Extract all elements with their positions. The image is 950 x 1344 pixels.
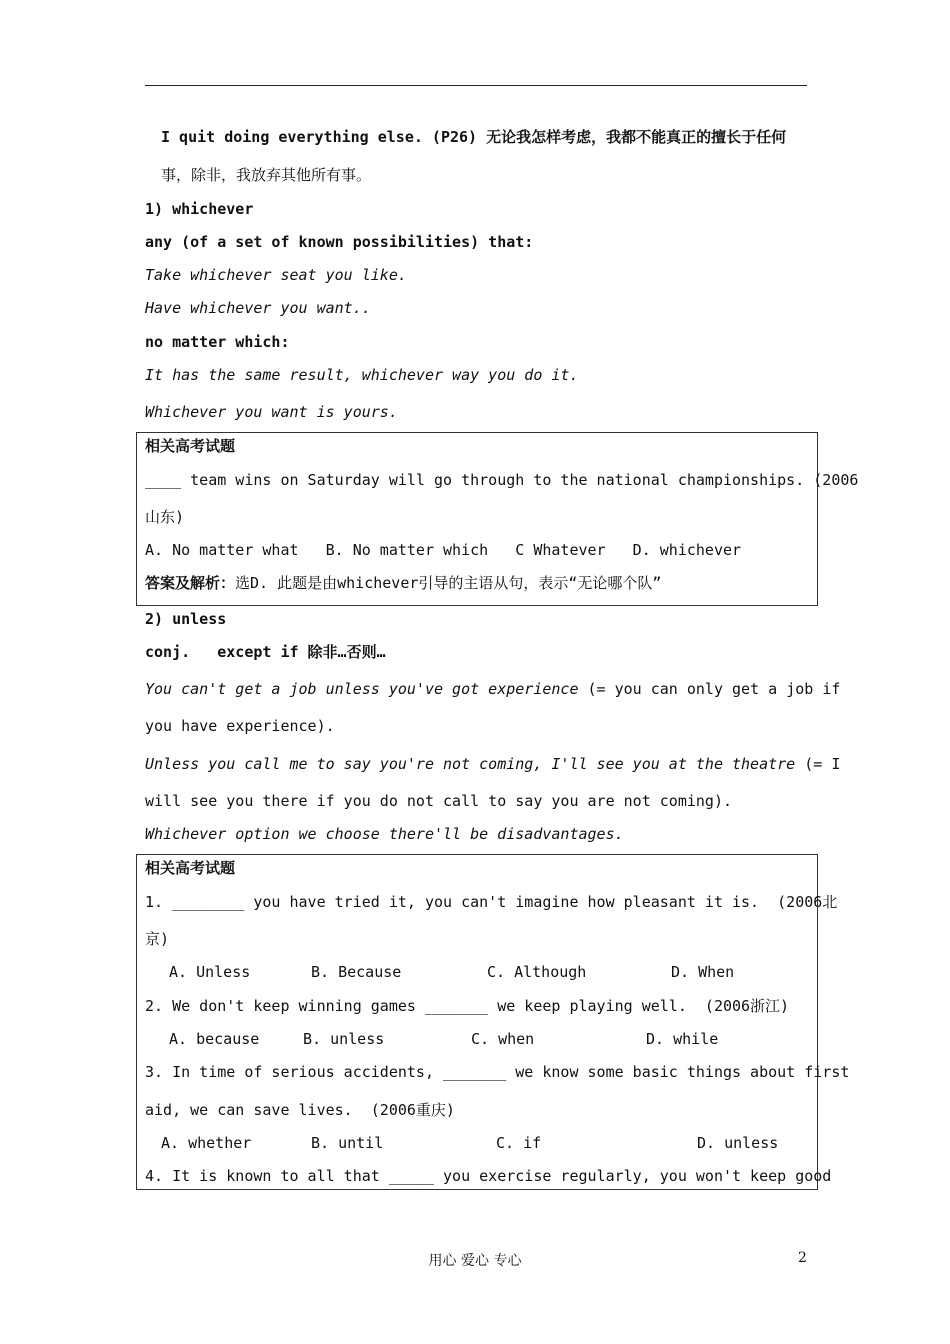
box2-q1-line-1: 1. ________ you have tried it, you can't imagine how pleasant it is. (2006北 xyxy=(145,893,838,911)
box2-q2-option-c: C. when xyxy=(471,1030,535,1048)
box2-q1-option-c: C. Although xyxy=(487,963,587,981)
box2-q1-option-d: D. When xyxy=(671,963,735,981)
page-footer: 用心 爱心 专心 xyxy=(428,1253,522,1269)
unless-example-1-italic: You can't get a job unless you've got experience xyxy=(145,680,579,698)
intro-line-2: 事，除非，我放弃其他所有事。 xyxy=(161,166,372,184)
unless-example-2-gloss: (= I xyxy=(795,755,841,773)
box2-title: 相关高考试题 xyxy=(145,859,236,877)
header-rule xyxy=(145,85,807,86)
box2-q1-option-b: B. Because xyxy=(311,963,402,981)
box2-q3-line-2: aid, we can save lives. (2006重庆) xyxy=(145,1101,455,1119)
whichever-definition-1: any (of a set of known possibilities) that: xyxy=(145,233,534,251)
box2-q2-option-b: B. unless xyxy=(303,1030,385,1048)
unless-example-2-line-2: will see you there if you do not call to say you are not coming). xyxy=(145,792,732,810)
unless-example-2-italic: Unless you call me to say you're not coming, I'll see you at the theatre xyxy=(145,755,796,773)
section-heading-whichever: 1) whichever xyxy=(145,200,254,218)
box2-q3-option-a: A. whether xyxy=(161,1134,252,1152)
whichever-example-2: Have whichever you want.. xyxy=(145,299,371,317)
box2-q3-line-1: 3. In time of serious accidents, _______ we know some basic things about first xyxy=(145,1063,850,1081)
whichever-definition-2: no matter which: xyxy=(145,333,290,351)
box1-title: 相关高考试题 xyxy=(145,437,236,455)
box2-q4-line-1: 4. It is known to all that _____ you exercise regularly, you won't keep good xyxy=(145,1167,832,1185)
box1-question-line-1: ____ team wins on Saturday will go through to the national championships. (2006 xyxy=(145,471,859,489)
box2-q3-option-c: C. if xyxy=(496,1134,542,1152)
box2-q1-option-a: A. Unless xyxy=(169,963,251,981)
whichever-example-3: It has the same result, whichever way you do it. xyxy=(145,366,579,384)
intro-line-1: I quit doing everything else. (P26) 无论我怎样考虑，我都不能真正的擅长于任何 xyxy=(161,128,787,146)
box1-options: A. No matter what B. No matter which C Whatever D. whichever xyxy=(145,541,742,559)
box2-q2-option-d: D. while xyxy=(646,1030,719,1048)
unless-example-1-line-2: you have experience). xyxy=(145,717,335,735)
unless-example-1-gloss: (= you can only get a job if xyxy=(578,680,841,698)
page-number: 2 xyxy=(798,1250,807,1266)
box2-q3-option-b: B. until xyxy=(311,1134,384,1152)
box2-q2-option-a: A. because xyxy=(169,1030,260,1048)
unless-definition: conj. except if 除非…否则… xyxy=(145,643,386,661)
unless-example-1 xyxy=(145,679,840,699)
section-heading-unless: 2) unless xyxy=(145,610,227,628)
box2-q2-line-1: 2. We don't keep winning games _______ we keep playing well. (2006浙江) xyxy=(145,997,790,1015)
box1-answer xyxy=(145,573,661,593)
box2-q3-option-d: D. unless xyxy=(697,1134,779,1152)
whichever-example-4: Whichever you want is yours. xyxy=(145,403,398,421)
box1-answer-text: 选D. 此题是由whichever引导的主语从句，表示“无论哪个队” xyxy=(235,574,662,592)
unless-example-3: Whichever option we choose there'll be disadvantages. xyxy=(145,825,624,843)
unless-example-2 xyxy=(145,754,840,774)
box1-answer-label: 答案及解析： xyxy=(145,574,236,592)
box1-question-line-2: 山东) xyxy=(145,508,185,526)
box2-q1-line-2: 京) xyxy=(145,930,170,948)
whichever-example-1: Take whichever seat you like. xyxy=(145,266,407,284)
